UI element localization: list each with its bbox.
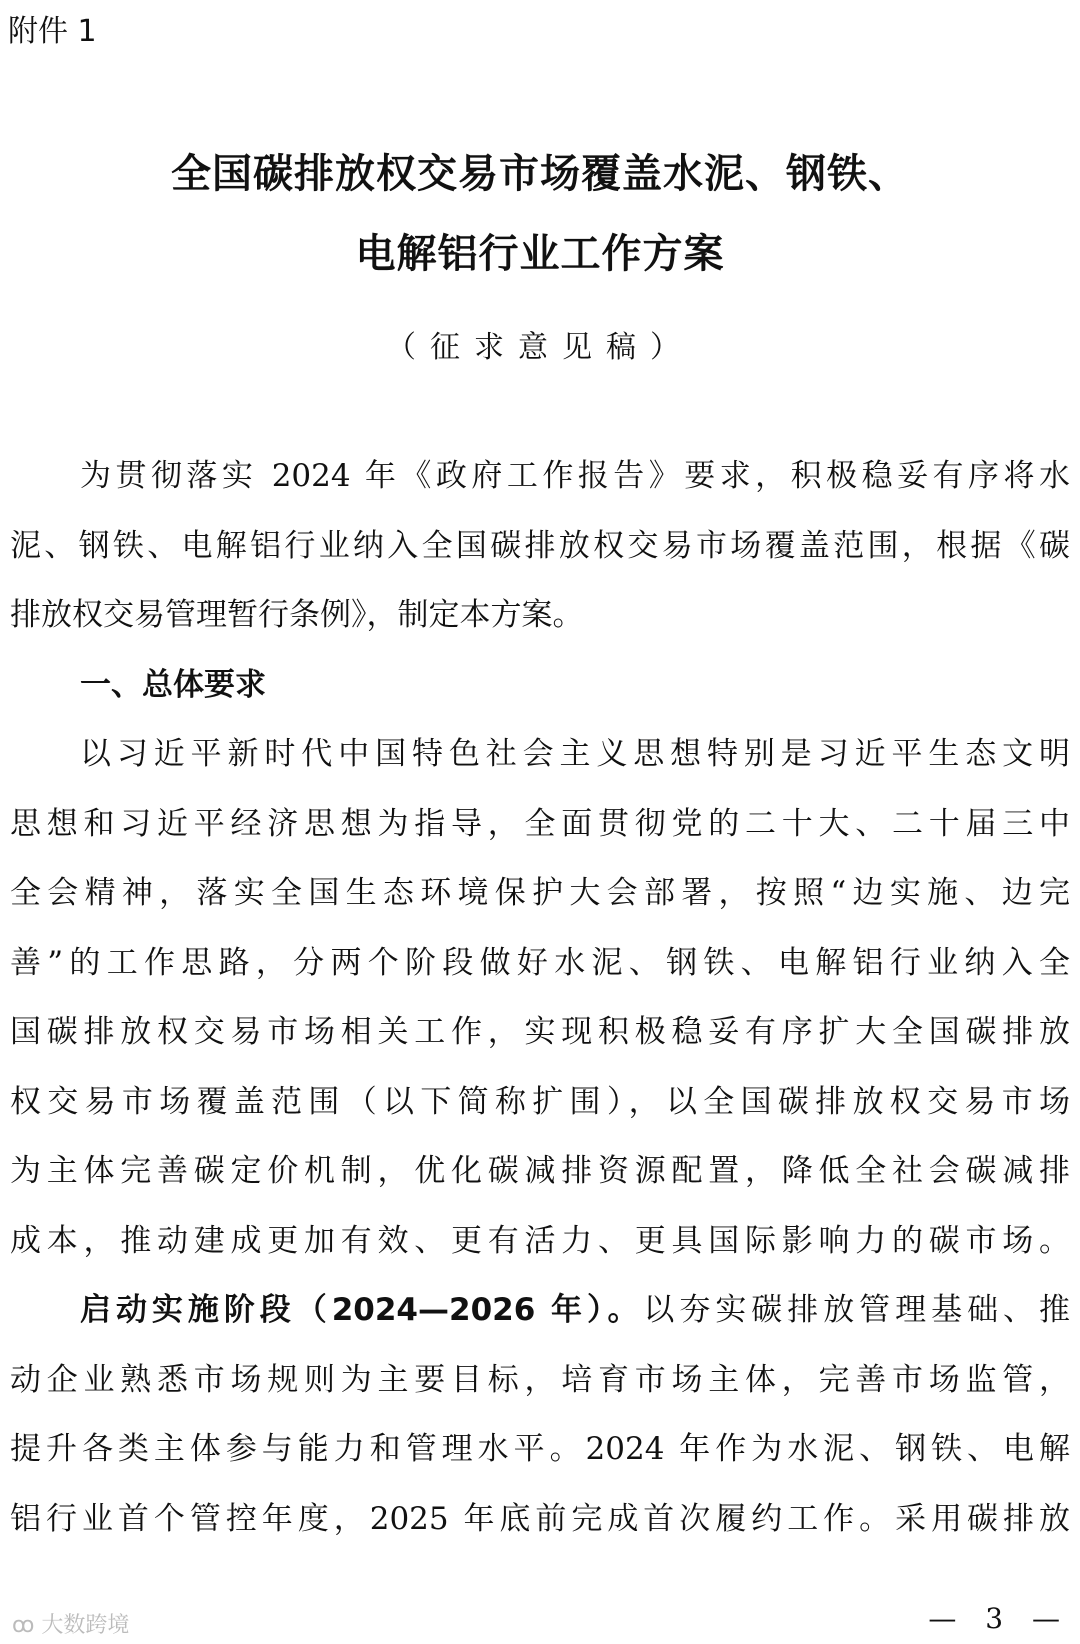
paragraph-line: 全会精神，落实全国生态环境保护大会部署，按照“边实施、边完 bbox=[10, 875, 1070, 911]
title-line-1: 全国碳排放权交易市场覆盖水泥、钢铁、 bbox=[171, 151, 909, 197]
stage-text: 以夯实碳排放管理基础、推 bbox=[643, 1292, 1070, 1328]
paragraph-line: 以习近平新时代中国特色社会主义思想特别是习近平生态文明 bbox=[80, 736, 1070, 772]
page-number: — 3 — bbox=[928, 1602, 1070, 1635]
watermark bbox=[12, 1608, 129, 1639]
watermark-text: 大数跨境 bbox=[41, 1613, 130, 1638]
title-line-2: 电解铝行业工作方案 bbox=[355, 231, 725, 277]
section-heading: 一、总体要求 bbox=[80, 667, 266, 703]
stage-heading: 启动实施阶段（2024—2026 年）。 bbox=[80, 1292, 644, 1328]
paragraph-line: 动企业熟悉市场规则为主要目标，培育市场主体，完善市场监管， bbox=[10, 1362, 1070, 1398]
paragraph-line: 为贯彻落实 2024 年《政府工作报告》要求，积极稳妥有序将水 bbox=[80, 458, 1070, 494]
paragraph-line: 国碳排放权交易市场相关工作，实现积极稳妥有序扩大全国碳排放 bbox=[10, 1014, 1070, 1050]
paragraph-line: 提升各类主体参与能力和管理水平。2024 年作为水泥、钢铁、电解 bbox=[10, 1431, 1070, 1467]
paragraph-line: 泥、钢铁、电解铝行业纳入全国碳排放权交易市场覆盖范围，根据《碳 bbox=[10, 528, 1070, 564]
paragraph-line: 权交易市场覆盖范围（以下简称扩围），以全国碳排放权交易市场 bbox=[10, 1084, 1070, 1120]
attachment-label: 附件 1 bbox=[8, 14, 97, 49]
paragraph-line: 成本，推动建成更加有效、更有活力、更具国际影响力的碳市场。 bbox=[10, 1223, 1070, 1259]
watermark-logo-icon: ꝏ bbox=[12, 1613, 42, 1638]
paragraph-line: 铝行业首个管控年度，2025 年底前完成首次履约工作。采用碳排放 bbox=[10, 1501, 1070, 1537]
paragraph-line: 思想和习近平经济思想为指导，全面贯彻党的二十大、二十届三中 bbox=[10, 806, 1070, 842]
paragraph-line: 排放权交易管理暂行条例》，制定本方案。 bbox=[10, 597, 584, 633]
paragraph-line: 为主体完善碳定价机制，优化碳减排资源配置，降低全社会碳减排 bbox=[10, 1153, 1070, 1189]
paragraph-line bbox=[80, 1290, 1070, 1330]
paragraph-line: 善”的工作思路，分两个阶段做好水泥、钢铁、电解铝行业纳入全 bbox=[10, 945, 1070, 981]
subtitle: （征求意见稿） bbox=[386, 330, 694, 365]
